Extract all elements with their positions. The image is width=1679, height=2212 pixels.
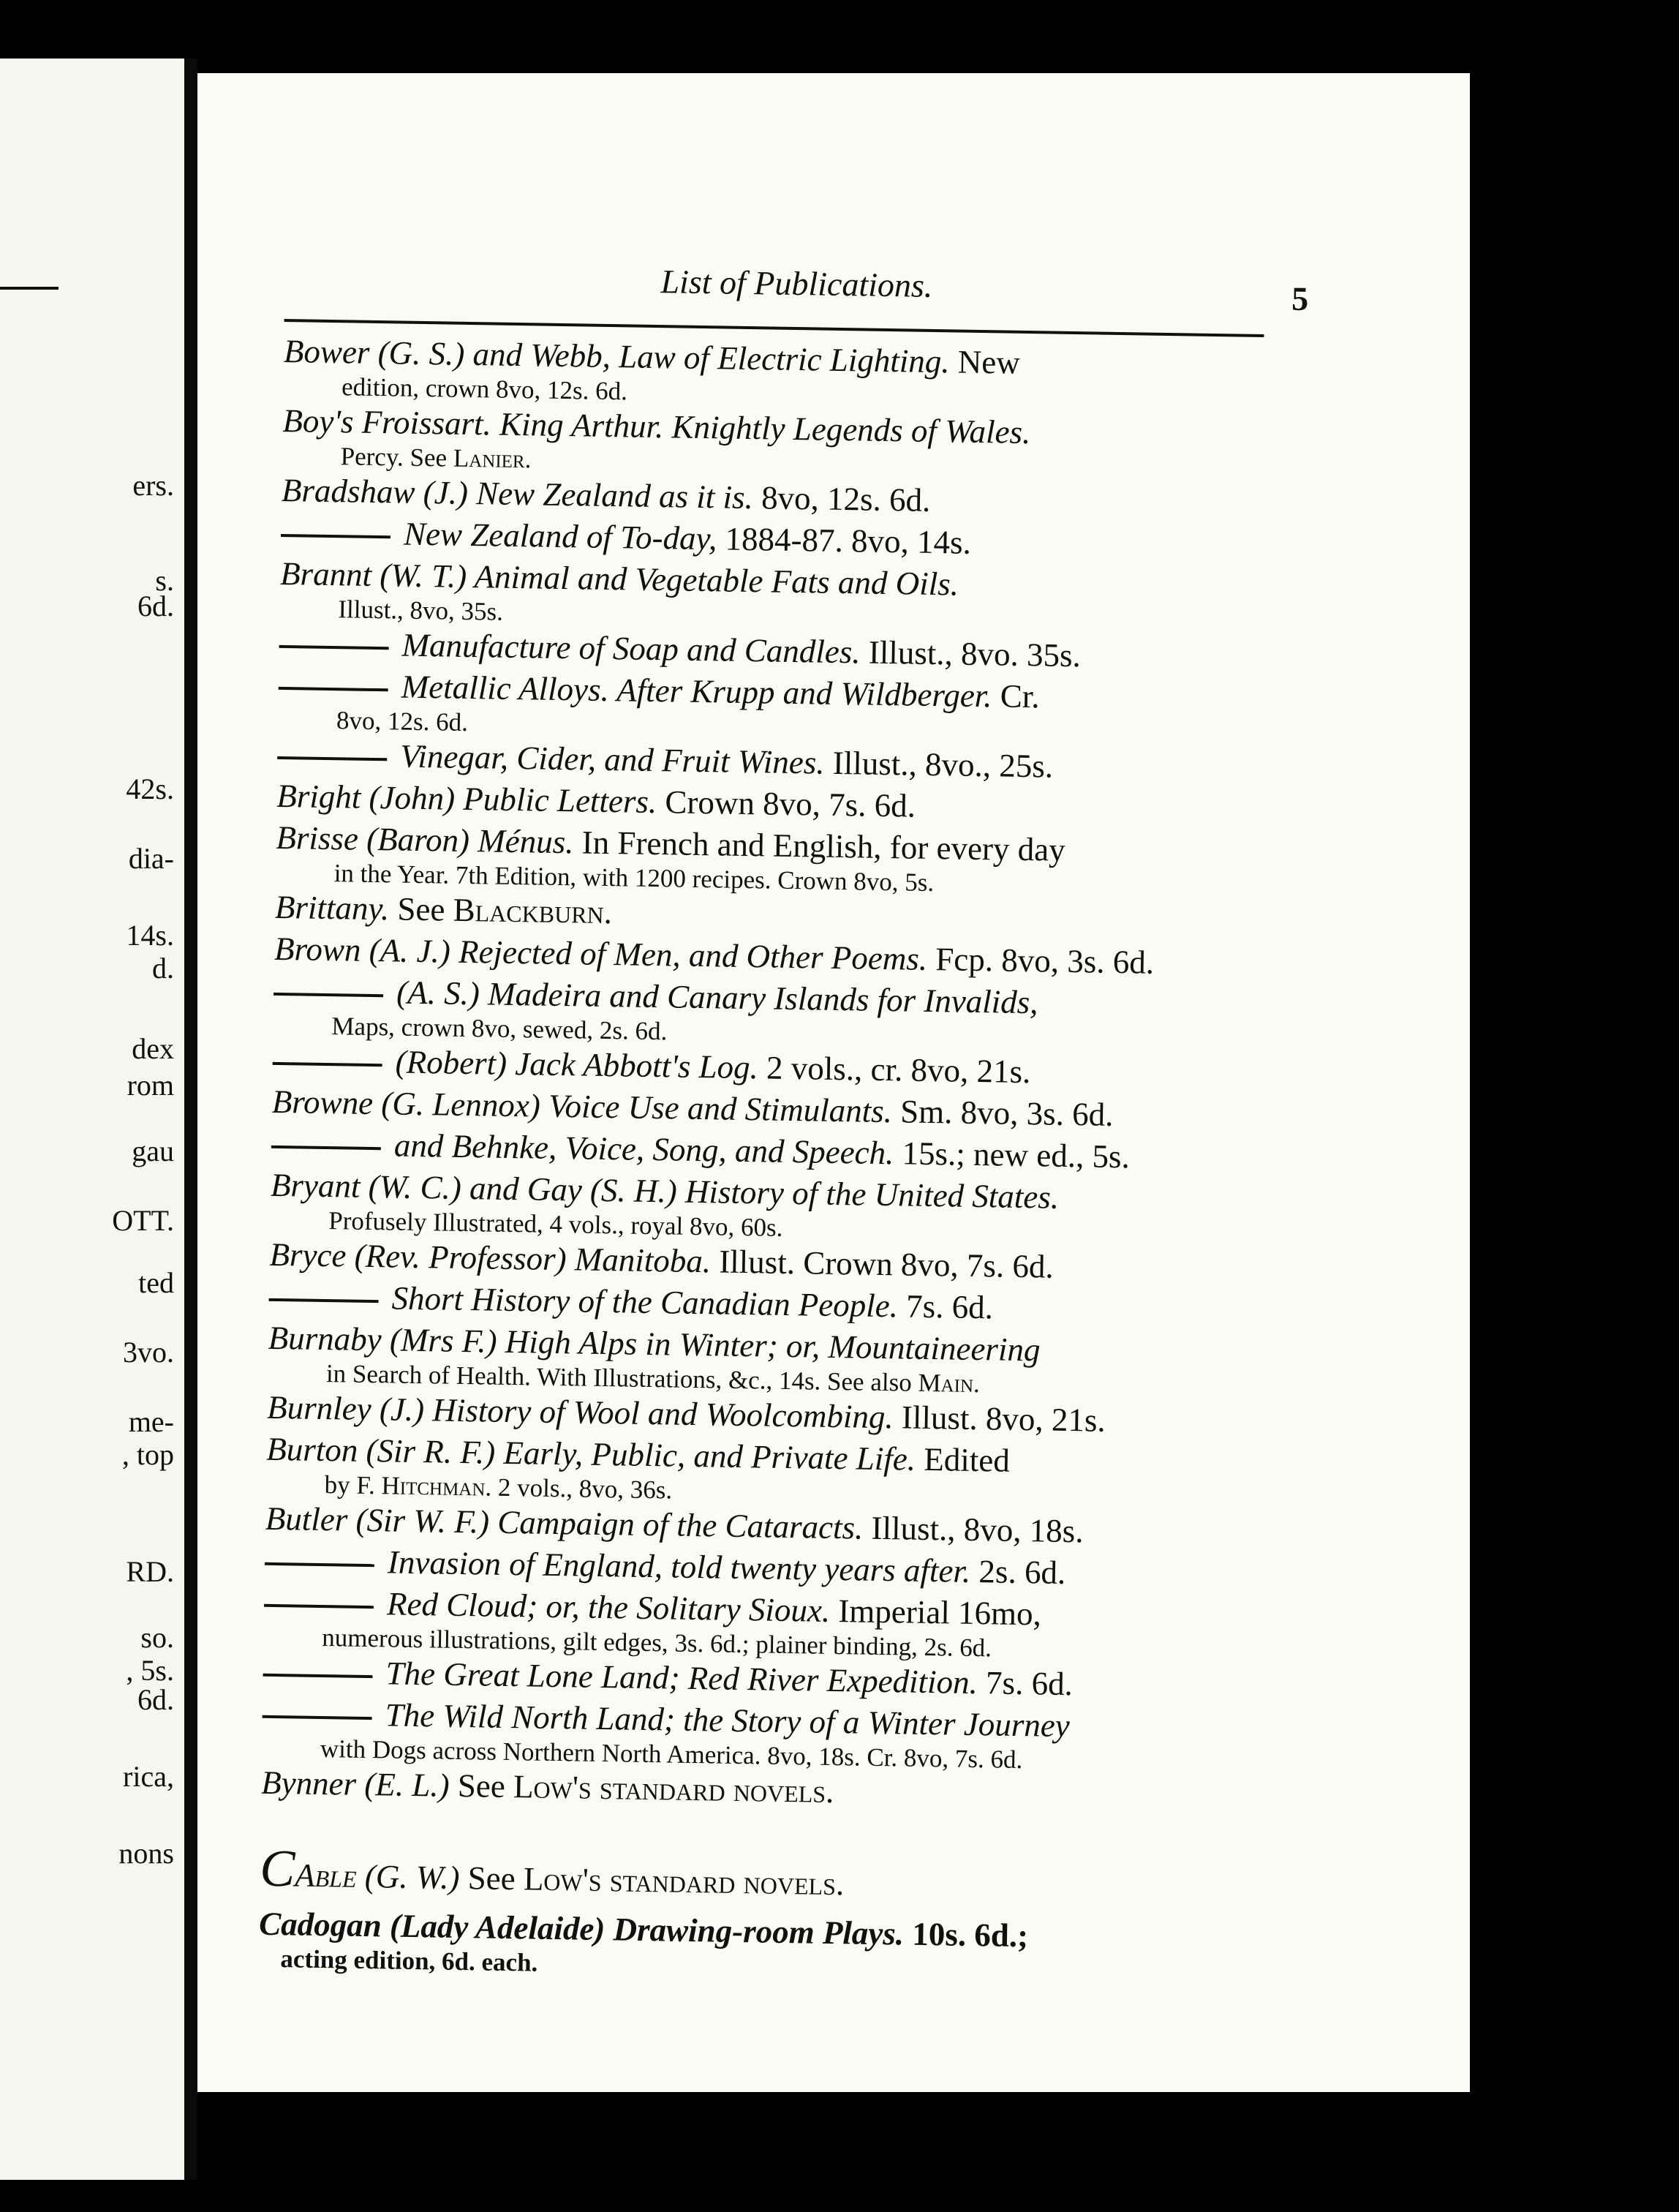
entry-details: Illust. Crown 8vo, 7s. 6d. xyxy=(710,1243,1054,1285)
entry-list xyxy=(261,331,1308,1820)
entry-subline: Maps, crown 8vo, sewed, 2s. 6d. xyxy=(331,1012,668,1046)
entry-author: (A. S.) xyxy=(396,974,480,1012)
left-page-fragment-text: me- xyxy=(128,1405,174,1438)
entry-details: See Low's standard novels. xyxy=(459,1859,845,1903)
entry-title: Public Letters. xyxy=(454,780,657,821)
ditto-dash xyxy=(263,1673,373,1677)
entry-title: Drawing-room Plays. xyxy=(605,1911,905,1952)
ditto-dash xyxy=(279,645,389,650)
entry-title: The Wild North Land; the Story of a Winter Journey xyxy=(385,1696,1071,1745)
entry-author: Bryce (Rev. Professor) xyxy=(269,1235,567,1278)
entry-details: 2 vols., cr. 8vo, 21s. xyxy=(758,1049,1031,1091)
page-number: 5 xyxy=(1291,279,1309,317)
entry-subline: with Dogs across Northern North America. 8vo, 18s. Cr. 8vo, 7s. 6d. xyxy=(320,1734,1023,1775)
entry-author: Bryant (W. C.) and Gay (S. H.) xyxy=(270,1166,678,1210)
ditto-dash xyxy=(271,1146,381,1150)
entry-details: See Blackburn. xyxy=(388,890,613,931)
left-page-fragment-text: dia- xyxy=(128,842,174,875)
left-page-fragment-text: ted xyxy=(138,1266,174,1299)
entry-author: Browne (G. Lennox) xyxy=(271,1083,541,1124)
entry-details: Edited xyxy=(915,1440,1011,1479)
entry-title: Metallic Alloys. After Krupp and Wildberger. xyxy=(401,668,992,715)
left-page-fragment-text: 42s. xyxy=(126,772,174,805)
entry-author: Brisse (Baron) xyxy=(276,819,470,859)
entry-details: 1884-87. 8vo, 14s. xyxy=(717,520,972,561)
ditto-dash xyxy=(273,1062,382,1066)
entry-author: Brown (A. J.) xyxy=(273,930,451,970)
left-page-fragment-text: dex xyxy=(132,1032,174,1065)
left-page-fragment-text: RD. xyxy=(126,1555,174,1588)
entry-title: Knightly Legends of Wales. xyxy=(663,408,1031,451)
entry-details: Crown 8vo, 7s. 6d. xyxy=(656,783,916,824)
entry-details: 7s. 6d. xyxy=(977,1664,1074,1703)
left-page-fragment-text: 3vo. xyxy=(123,1336,174,1369)
entry-author: Brittany. xyxy=(274,888,390,928)
left-page-fragment-text: OTT. xyxy=(112,1204,174,1237)
entry-title: High Alps in Winter; or, Mountaineering xyxy=(497,1323,1041,1369)
left-page-fragment-text: 14s. xyxy=(126,919,174,952)
left-page-fragment-text: 6d. xyxy=(137,590,174,622)
left-page-fragment-text: s. xyxy=(155,564,174,597)
entry-subline: Percy. See Lanier. xyxy=(340,442,532,474)
entry-title: Red Cloud; or, the Solitary Sioux. xyxy=(386,1585,831,1629)
entry-details: Illust., 8vo, 18s. xyxy=(862,1509,1084,1550)
entry-details: 2s. 6d. xyxy=(970,1552,1066,1591)
drop-cap: C xyxy=(259,1838,296,1898)
entry-title: Manufacture of Soap and Candles. xyxy=(401,626,861,671)
entry-subline: acting edition, 6d. each. xyxy=(280,1944,538,1977)
entry-author: Able (G. W.) xyxy=(294,1856,460,1897)
left-page-fragment-text: rica, xyxy=(123,1760,174,1793)
entry-author: Bynner (E. L.) xyxy=(260,1764,450,1804)
running-head: List of Publications. xyxy=(660,263,933,304)
entry-details: Imperial 16mo, xyxy=(829,1592,1042,1633)
entry-title: History of Wool and Woolcombing. xyxy=(423,1391,894,1436)
entry-details: In French and English, for every day xyxy=(573,824,1066,868)
entry-subline: edition, crown 8vo, 12s. 6d. xyxy=(341,372,628,406)
ditto-dash xyxy=(277,756,387,761)
entry-title: Law of Electric Lighting. xyxy=(610,338,951,380)
entry-details: 15s.; new ed., 5s. xyxy=(893,1135,1131,1175)
entry-author: Burton (Sir R. F.) xyxy=(265,1430,496,1471)
entry-author: Bradshaw (J.) xyxy=(281,471,469,511)
entry-subline: by F. Hitchman. 2 vols., 8vo, 36s. xyxy=(324,1470,673,1505)
entry-details: Illust. 8vo, 21s. xyxy=(893,1399,1106,1439)
entry-details: Fcp. 8vo, 3s. 6d. xyxy=(927,940,1155,981)
entry-title: Voice Use and Stimulants. xyxy=(540,1087,893,1130)
ditto-dash xyxy=(265,1562,374,1566)
entry-title: Campaign of the Cataracts. xyxy=(488,1503,864,1546)
entry-title: Manitoba. xyxy=(566,1241,712,1280)
entry-details: See Low's standard novels. xyxy=(449,1767,834,1810)
entry-details: New xyxy=(949,343,1021,381)
entry-title: New Zealand as it is. xyxy=(467,474,754,516)
left-page-fragment-text: ers. xyxy=(132,469,174,502)
entry-title: The Great Lone Land; Red River Expedition. xyxy=(385,1655,978,1701)
entry-details: 8vo, 12s. 6d. xyxy=(752,479,931,519)
entry-author: Butler (Sir W. F.) xyxy=(265,1500,490,1540)
entry-subline: numerous illustrations, gilt edges, 3s. 6d.; plainer binding, 2s. 6d. xyxy=(322,1623,992,1663)
entry-title: Animal and Vegetable Fats and Oils. xyxy=(466,557,959,603)
left-page-fragment-text: rom xyxy=(127,1069,174,1102)
entry-title: Madeira and Canary Islands for Invalids, xyxy=(479,975,1038,1021)
ditto-dash xyxy=(263,1715,372,1719)
ditto-dash xyxy=(279,687,388,691)
entry-details: 7s. 6d. xyxy=(897,1287,994,1326)
entry-author: (Robert) xyxy=(395,1043,508,1082)
entry-author: Bright (John) xyxy=(276,777,456,817)
entry-author: Burnley (J.) xyxy=(266,1388,425,1429)
entry-subline: Profusely Illustrated, 4 vols., royal 8vo, 60s. xyxy=(328,1206,783,1242)
entry-title: Rejected of Men, and Other Poems. xyxy=(450,933,928,977)
entry-title: Jack Abbott's Log. xyxy=(506,1045,759,1086)
entry-title: Early, Public, and Private Life. xyxy=(494,1434,916,1478)
book-spine xyxy=(184,59,197,2180)
entry-title: and Behnke, Voice, Song, and Speech. xyxy=(393,1126,894,1172)
entry-details: 10s. 6d.; xyxy=(903,1915,1029,1955)
left-page-fragment-text: , top xyxy=(121,1438,174,1471)
ditto-dash xyxy=(264,1603,374,1608)
entry-details: Illust., 8vo. 35s. xyxy=(860,633,1082,674)
entry-title: Ménus. xyxy=(469,822,574,861)
entry-title: History of the United States. xyxy=(676,1173,1060,1216)
entry-subline: Illust., 8vo, 35s. xyxy=(338,595,504,626)
left-page-rule xyxy=(0,287,59,290)
entry-author: Cadogan (Lady Adelaide) xyxy=(258,1905,605,1948)
left-page-fragment-text: gau xyxy=(132,1135,174,1167)
ditto-dash xyxy=(273,993,383,997)
entry-title: Short History of the Canadian People. xyxy=(391,1279,899,1325)
entry-author: Burnaby (Mrs F.) xyxy=(268,1319,498,1360)
entry-details: Sm. 8vo, 3s. 6d. xyxy=(891,1093,1114,1133)
left-page-fragment-text: so. xyxy=(140,1621,174,1654)
left-page-fragment-text: 6d. xyxy=(137,1683,174,1716)
ditto-dash xyxy=(269,1298,379,1302)
left-page-fragment-text: , 5s. xyxy=(126,1654,174,1687)
entry-title: Invasion of England, told twenty years after. xyxy=(387,1543,971,1590)
left-page-fragment-text: nons xyxy=(118,1837,174,1870)
entry-title: Vinegar, Cider, and Fruit Wines. xyxy=(399,737,826,781)
entry-subline: 8vo, 12s. 6d. xyxy=(336,706,469,737)
entry-author: Boy's Froissart. King Arthur. xyxy=(282,402,664,445)
entry-subline: in the Year. 7th Edition, with 1200 recipes. Crown 8vo, 5s. xyxy=(333,859,935,898)
entry-author: Brannt (W. T.) xyxy=(279,554,467,595)
entry-subline: in Search of Health. With Illustrations, &c., 14s. See also Main. xyxy=(325,1359,981,1399)
entry-details: Illust., 8vo., 25s. xyxy=(824,744,1054,785)
page-content xyxy=(258,256,1309,1989)
entry-details: Cr. xyxy=(992,677,1040,715)
ditto-dash xyxy=(281,534,390,538)
left-page-fragment-text: d. xyxy=(152,952,174,985)
entry-title: New Zealand of To-day, xyxy=(403,515,717,557)
entry-author: Bower (G. S.) and Webb, xyxy=(283,332,611,375)
